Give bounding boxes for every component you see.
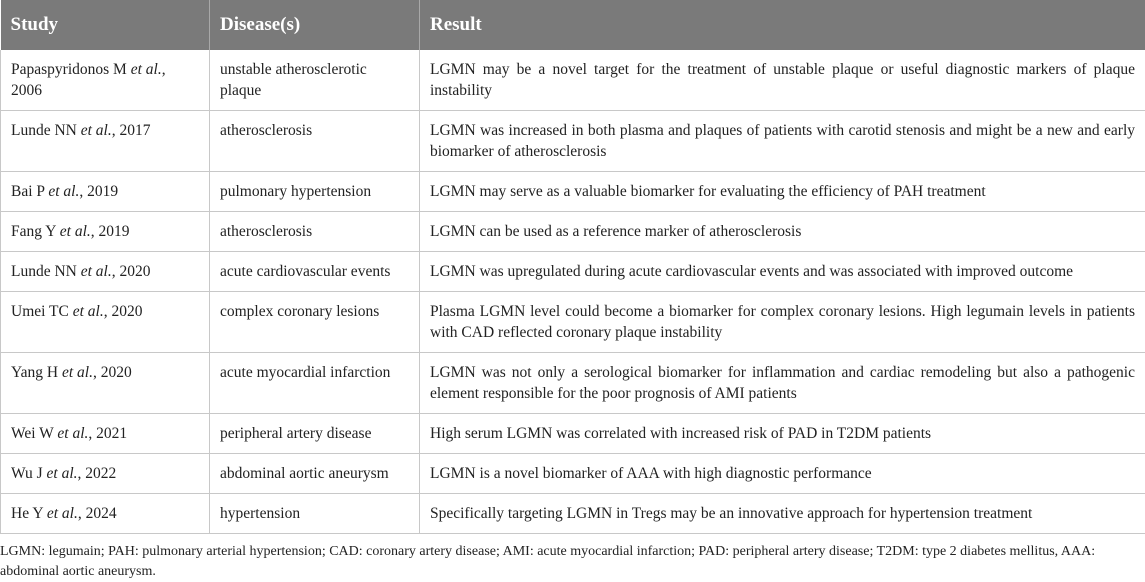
disease-cell: acute cardiovascular events — [210, 252, 420, 292]
study-cell — [1, 494, 210, 534]
result-cell: LGMN can be used as a reference marker of atherosclerosis — [420, 212, 1145, 252]
study-etal: et al. — [48, 183, 79, 200]
study-author: Bai P — [11, 183, 48, 200]
disease-cell: complex coronary lesions — [210, 292, 420, 353]
study-year: , 2017 — [112, 122, 151, 139]
table-footnote: LGMN: legumain; PAH: pulmonary arterial hypertension; CAD: coronary artery disease; AMI: acute myocardial infarction; PAD: peripheral artery disease; T2DM: type 2 diabetes mellitus, AAA: abdominal aortic aneurysm. — [0, 534, 1145, 582]
table-body — [1, 50, 1145, 534]
table-row — [1, 50, 1145, 111]
table-row — [1, 212, 1145, 252]
study-year: , 2022 — [78, 465, 117, 482]
study-etal: et al. — [57, 425, 88, 442]
table-row — [1, 353, 1145, 414]
result-cell: LGMN was not only a serological biomarker for inflammation and cardiac remodeling but also a pathogenic element responsible for the poor prognosis of AMI patients — [420, 353, 1145, 414]
study-etal: et al. — [131, 61, 162, 78]
study-year: , 2021 — [88, 425, 127, 442]
study-etal: et al. — [60, 223, 91, 240]
study-cell — [1, 50, 210, 111]
study-author: Papaspyridonos M — [11, 61, 131, 78]
study-author: He Y — [11, 505, 47, 522]
result-cell: LGMN is a novel biomarker of AAA with high diagnostic performance — [420, 454, 1145, 494]
study-etal: et al. — [47, 505, 78, 522]
study-cell — [1, 172, 210, 212]
study-author: Lunde NN — [11, 122, 81, 139]
study-cell — [1, 353, 210, 414]
study-year: , 2020 — [93, 364, 132, 381]
study-year: , 2020 — [112, 263, 151, 280]
study-author: Umei TC — [11, 303, 73, 320]
table-row — [1, 252, 1145, 292]
study-cell — [1, 292, 210, 353]
disease-cell: acute myocardial infarction — [210, 353, 420, 414]
study-cell — [1, 454, 210, 494]
disease-cell: hypertension — [210, 494, 420, 534]
table-row — [1, 172, 1145, 212]
study-year: , 2019 — [91, 223, 130, 240]
result-cell: Plasma LGMN level could become a biomarker for complex coronary lesions. High legumain levels in patients with CAD reflected coronary plaque instability — [420, 292, 1145, 353]
result-cell: LGMN may be a novel target for the treatment of unstable plaque or useful diagnostic markers of plaque instability — [420, 50, 1145, 111]
study-author: Yang H — [11, 364, 62, 381]
disease-cell: atherosclerosis — [210, 212, 420, 252]
header-study: Study — [1, 0, 210, 50]
study-cell — [1, 252, 210, 292]
table-row — [1, 494, 1145, 534]
table-header — [1, 0, 1145, 50]
study-year: , 2024 — [78, 505, 117, 522]
result-cell: LGMN was increased in both plasma and plaques of patients with carotid stenosis and might be a new and early biomarker of atherosclerosis — [420, 111, 1145, 172]
table-row — [1, 454, 1145, 494]
table-row — [1, 111, 1145, 172]
study-etal: et al. — [73, 303, 104, 320]
disease-cell: unstable atherosclerotic plaque — [210, 50, 420, 111]
study-year: , 2019 — [79, 183, 118, 200]
study-author: Lunde NN — [11, 263, 81, 280]
study-author: Wei W — [11, 425, 57, 442]
study-author: Fang Y — [11, 223, 60, 240]
study-etal: et al. — [62, 364, 93, 381]
result-cell: High serum LGMN was correlated with increased risk of PAD in T2DM patients — [420, 414, 1145, 454]
header-row — [1, 0, 1145, 50]
study-etal: et al. — [47, 465, 78, 482]
disease-cell: abdominal aortic aneurysm — [210, 454, 420, 494]
disease-cell: pulmonary hypertension — [210, 172, 420, 212]
table-row — [1, 292, 1145, 353]
study-cell — [1, 111, 210, 172]
result-cell: Specifically targeting LGMN in Tregs may be an innovative approach for hypertension treatment — [420, 494, 1145, 534]
disease-cell: peripheral artery disease — [210, 414, 420, 454]
result-cell: LGMN was upregulated during acute cardiovascular events and was associated with improved outcome — [420, 252, 1145, 292]
study-cell — [1, 414, 210, 454]
study-cell — [1, 212, 210, 252]
header-diseases: Disease(s) — [210, 0, 420, 50]
study-etal: et al. — [81, 263, 112, 280]
study-etal: et al. — [81, 122, 112, 139]
study-year: , 2020 — [104, 303, 143, 320]
result-cell: LGMN may serve as a valuable biomarker for evaluating the efficiency of PAH treatment — [420, 172, 1145, 212]
header-result: Result — [420, 0, 1145, 50]
disease-cell: atherosclerosis — [210, 111, 420, 172]
study-year: , 2006 — [11, 61, 166, 99]
table-row — [1, 414, 1145, 454]
study-author: Wu J — [11, 465, 47, 482]
